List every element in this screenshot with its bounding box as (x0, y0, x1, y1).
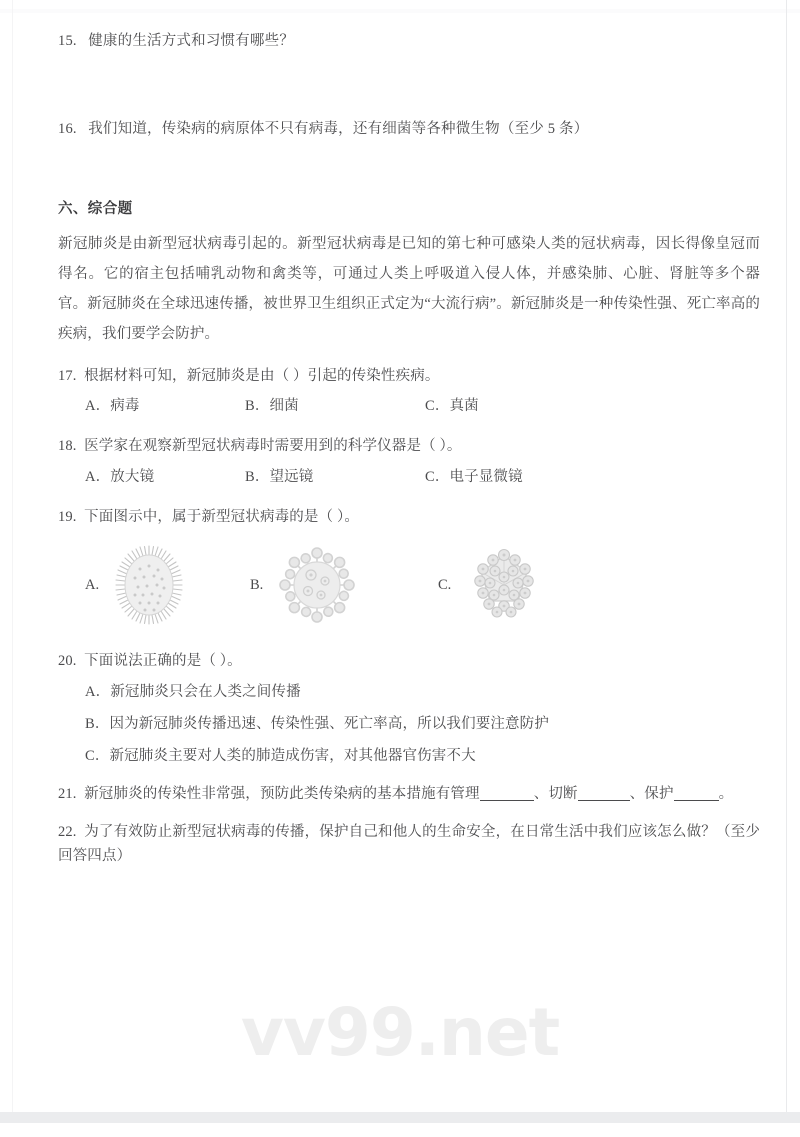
question-15-number: 15. (58, 33, 77, 49)
question-21-text-part4: 。 (718, 785, 734, 802)
site-watermark: vv99.net (240, 994, 560, 1071)
question-21-text-part1: 新冠肺炎的传染性非常强，预防此类传染病的基本措施有管理 (84, 785, 480, 802)
question-19-option-a[interactable] (85, 543, 185, 627)
question-22-number: 22. (58, 824, 77, 841)
question-19-option-c[interactable] (438, 543, 542, 627)
question-17 (58, 365, 760, 388)
icosahedral-virus-icon (466, 543, 542, 627)
question-18-option-b[interactable]: B．望远镜 (245, 468, 314, 485)
question-20-options (58, 681, 760, 768)
question-18-options (58, 465, 760, 495)
question-15-text: 健康的生活方式和习惯有哪些？ (88, 33, 295, 49)
question-15 (58, 30, 760, 52)
question-19-option-b-label: B. (250, 576, 264, 593)
question-20 (58, 650, 760, 673)
question-18-option-a[interactable]: A．放大镜 (85, 468, 155, 485)
question-17-number: 17. (58, 367, 77, 384)
question-21-number: 21. (58, 785, 77, 802)
section-header-comprehensive: 六、综合题 (58, 200, 133, 217)
question-21-blank-2[interactable] (578, 800, 630, 801)
question-19-option-a-label: A. (85, 576, 100, 593)
question-18-text: 医学家在观察新型冠状病毒时需要用到的科学仪器是（ ）。 (84, 438, 462, 455)
answer-space-15 (58, 52, 760, 118)
question-17-text: 根据材料可知，新冠肺炎是由（ ）引起的传染性疾病。 (84, 367, 440, 384)
question-21-blank-3[interactable] (674, 800, 719, 801)
question-20-text: 下面说法正确的是（ ）。 (84, 653, 242, 670)
question-18 (58, 435, 760, 458)
question-21 (58, 783, 760, 806)
question-21-text-part3: 、保护 (629, 785, 674, 802)
answer-space-16 (58, 141, 760, 197)
question-19-text: 下面图示中，属于新型冠状病毒的是（ ）。 (84, 508, 360, 525)
question-19 (58, 506, 760, 529)
question-19-picture-options (58, 543, 760, 639)
question-21-blank-1[interactable] (480, 800, 534, 801)
question-20-option-c[interactable]: C．新冠肺炎主要对人类的肺造成伤害，对其他器官伤害不大 (85, 748, 476, 765)
question-19-option-b[interactable] (250, 543, 356, 627)
question-19-option-c-label: C. (438, 576, 452, 593)
question-20-option-a[interactable]: A．新冠肺炎只会在人类之间传播 (85, 683, 301, 700)
question-16-text: 我们知道，传染病的病原体不只有病毒，还有细菌等各种微生物（至少 5 条） (88, 121, 589, 138)
section-passage: 新冠肺炎是由新型冠状病毒引起的。新型冠状病毒是已知的第七种可感染人类的冠状病毒，因长得像皇冠而得名。它的宿主包括哺乳动物和禽类等，可通过人类上呼吸道入侵人体，并感染肺、心脏、肾脏等多个器官。新冠肺炎在全球迅速传播，被世界卫生组织正式定为“大流行病”。新冠肺炎是一种传染性强、死亡率高的疾病，我们要学会防护。 (58, 235, 760, 343)
spiky-virus-icon (113, 543, 185, 627)
question-17-options (58, 394, 760, 424)
scan-bottom-artifact (0, 1112, 800, 1123)
question-17-option-c[interactable]: C．真菌 (425, 398, 479, 415)
question-20-number: 20. (58, 653, 77, 670)
coronavirus-icon (278, 543, 356, 627)
question-22-text: 为了有效防止新型冠状病毒的传播，保护自己和他人的生命安全，在日常生活中我们应该怎么做？（至少回答四点） (58, 824, 760, 864)
question-16-number: 16. (58, 121, 77, 138)
question-18-number: 18. (58, 438, 77, 455)
question-17-option-a[interactable]: A．病毒 (85, 398, 140, 415)
question-16 (58, 118, 760, 140)
question-20-option-b[interactable]: B．因为新冠肺炎传播迅速、传染性强、死亡率高，所以我们要注意防护 (85, 715, 549, 732)
question-22 (58, 821, 760, 868)
question-21-text-part2: 、切断 (533, 785, 578, 802)
question-17-option-b[interactable]: B．细菌 (245, 398, 299, 415)
question-19-number: 19. (58, 508, 77, 525)
question-18-option-c[interactable]: C．电子显微镜 (425, 468, 523, 485)
